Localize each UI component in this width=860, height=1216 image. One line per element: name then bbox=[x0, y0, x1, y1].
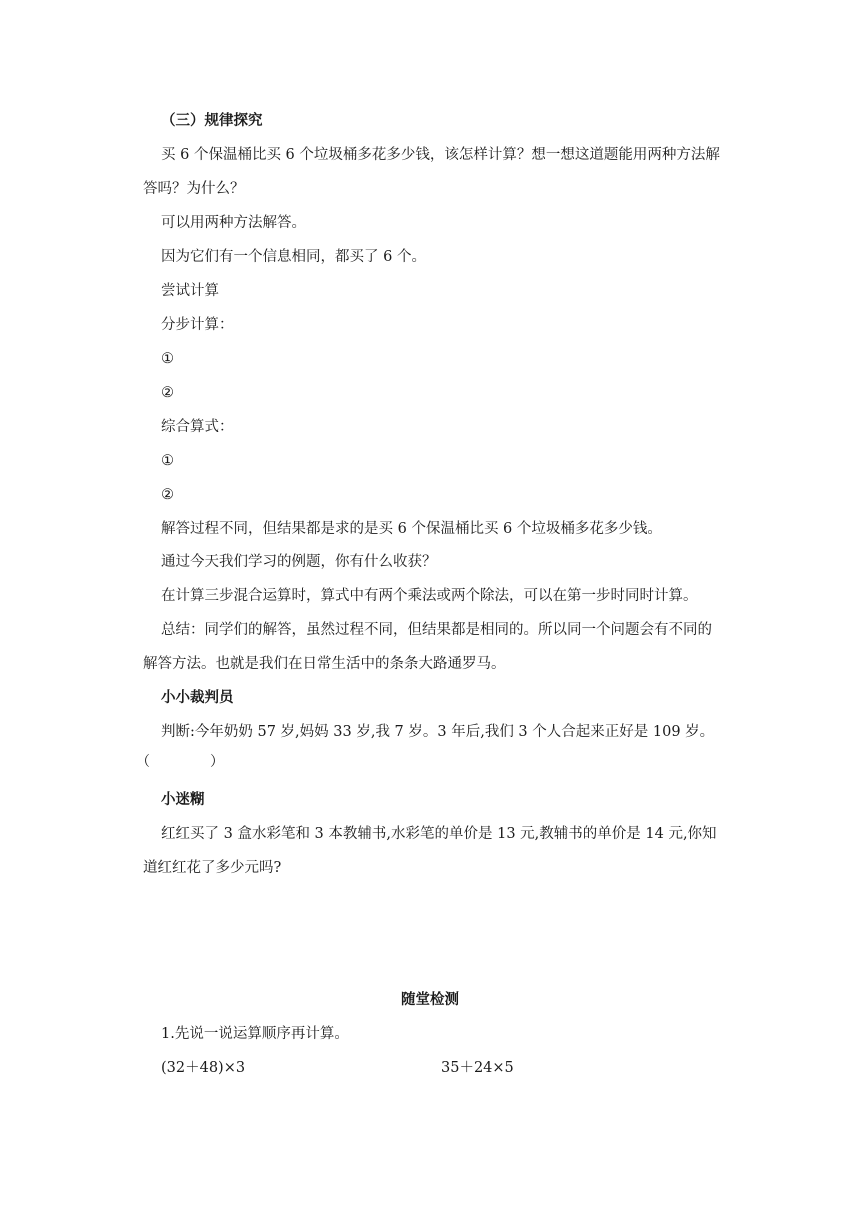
step-calc-item-2: ② bbox=[161, 385, 174, 401]
paren-close: ） bbox=[210, 754, 224, 770]
summary-line-2: 解答方法。也就是我们在日常生活中的条条大路通罗马。 bbox=[143, 656, 506, 672]
harvest-answer: 在计算三步混合运算时，算式中有两个乘法或两个除法，可以在第一步时同时计算。 bbox=[161, 588, 698, 604]
combined-item-1: ① bbox=[161, 453, 174, 469]
puzzle-title: 小迷糊 bbox=[161, 792, 205, 808]
question-line-2: 答吗？为什么？ bbox=[143, 181, 245, 197]
summary-line-1: 总结：同学们的解答，虽然过程不同，但结果都是相同的。所以同一个问题会有不同的 bbox=[161, 622, 712, 638]
step-calc-item-1: ① bbox=[161, 351, 174, 367]
judge-text: 判断:今年奶奶 57 岁,妈妈 33 岁,我 7 岁。3 年后,我们 3 个人合起来正好是 109 岁。 bbox=[161, 724, 715, 740]
paren-open: （ bbox=[136, 754, 150, 770]
judge-answer-parens bbox=[136, 752, 224, 772]
question-line-1: 买 6 个保温桶比买 6 个垃圾桶多花多少钱，该怎样计算？想一想这道题能用两种方法解 bbox=[161, 147, 720, 163]
reason-text: 因为它们有一个信息相同，都买了 6 个。 bbox=[161, 249, 426, 265]
combined-item-2: ② bbox=[161, 487, 174, 503]
quiz-formula-2: 35＋24×5 bbox=[441, 1060, 514, 1076]
try-calc-label: 尝试计算 bbox=[161, 283, 219, 299]
quiz-formula-1: (32＋48)×3 bbox=[161, 1060, 246, 1076]
section-title: （三）规律探究 bbox=[161, 113, 263, 129]
puzzle-line-1: 红红买了 3 盒水彩笔和 3 本教辅书,水彩笔的单价是 13 元,教辅书的单价是 14 元,你知 bbox=[161, 826, 717, 842]
conclusion-process: 解答过程不同，但结果都是求的是买 6 个保温桶比买 6 个垃圾桶多花多少钱。 bbox=[161, 521, 662, 537]
step-calc-label: 分步计算： bbox=[161, 317, 234, 333]
judge-title: 小小裁判员 bbox=[161, 690, 234, 706]
puzzle-line-2: 道红红花了多少元吗? bbox=[143, 860, 282, 876]
quiz-question-1: 1.先说一说运算顺序再计算。 bbox=[161, 1026, 349, 1042]
quiz-title: 随堂检测 bbox=[401, 992, 459, 1008]
harvest-question: 通过今天我们学习的例题，你有什么收获？ bbox=[161, 554, 437, 570]
answer-two-methods: 可以用两种方法解答。 bbox=[161, 215, 306, 231]
combined-label: 综合算式： bbox=[161, 419, 234, 435]
